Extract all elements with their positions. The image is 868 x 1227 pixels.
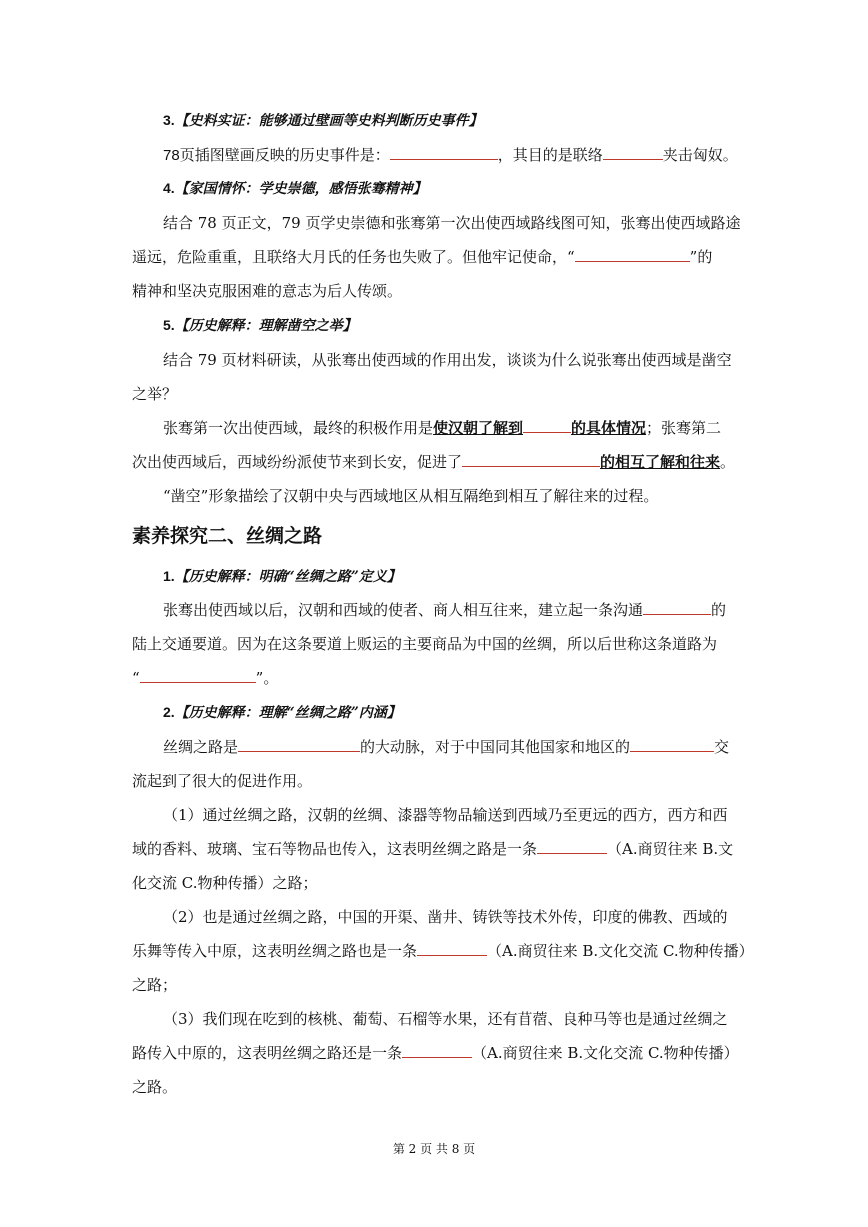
- t2-p2-line1: （2）也是通过丝绸之路，中国的开渠、凿井、铸铁等技术外传，印度的佛教、西域的: [163, 908, 728, 926]
- fill-blank[interactable]: [140, 668, 256, 683]
- s4-line1: 结合 78 页正文，79 页学史崇德和张骞第一次出使西域路线图可知，张骞出使西域路途: [163, 214, 741, 232]
- t2-p3-line3: 之路。: [132, 1078, 178, 1096]
- fill-blank[interactable]: [390, 145, 498, 160]
- s5-line2: 之举？: [132, 385, 178, 403]
- t1-line1: 张骞出使西域以后，汉朝和西域的使者、商人相互往来，建立起一条沟通 的: [163, 601, 727, 619]
- t2-p1-line3: 化交流 C.物种传播）之路；: [132, 874, 318, 892]
- t2-p1-line2: 域的香料、玻璃、宝石等物品也传入，这表明丝绸之路是一条 （A.商贸往来 B.文: [132, 840, 734, 858]
- fill-blank[interactable]: [537, 839, 607, 854]
- t2-p3-line1: （3）我们现在吃到的核桃、葡萄、石榴等水果，还有苜蓿、良种马等也是通过丝绸之: [163, 1010, 728, 1028]
- s3-line1: 78页插图壁画反映的历史事件是： ，其目的是联络 夹击匈奴。: [163, 146, 738, 164]
- heading-5: 5.【历史解释：理解凿空之举】: [163, 317, 357, 334]
- section-title: 素养探究二、丝绸之路: [132, 525, 323, 547]
- t2-p2-line3: 之路；: [132, 976, 178, 994]
- s4-line3: 精神和坚决克服困难的意志为后人传颂。: [132, 282, 403, 300]
- t2-line1: 丝绸之路是 的大动脉，对于中国同其他国家和地区的 交: [163, 738, 730, 756]
- t1-line2: 陆上交通要道。因为在这条要道上贩运的主要商品为中国的丝绸，所以后世称这条道路为: [132, 635, 718, 653]
- heading-t1: 1.【历史解释：明确“丝绸之路”定义】: [163, 568, 401, 585]
- heading-t2: 2.【历史解释：理解“丝绸之路”内涵】: [163, 704, 401, 721]
- heading-4: 4.【家国情怀：学史崇德，感悟张骞精神】: [163, 180, 427, 197]
- fill-blank[interactable]: [630, 737, 714, 752]
- fill-blank[interactable]: [523, 418, 571, 433]
- heading-3: 3.【史料实证：能够通过壁画等史料判断历史事件】: [163, 112, 483, 129]
- fill-blank[interactable]: [238, 737, 360, 752]
- fill-blank[interactable]: [575, 247, 690, 262]
- t1-line3: “ ”。: [132, 669, 279, 687]
- fill-blank[interactable]: [402, 1043, 472, 1058]
- fill-blank[interactable]: [462, 452, 600, 467]
- s5-line3: 张骞第一次出使西域，最终的积极作用是使汉朝了解到 的具体情况；张骞第二: [163, 419, 722, 437]
- s5-line5: “凿空”形象描绘了汉朝中央与西域地区从相互隔绝到相互了解往来的过程。: [163, 487, 659, 505]
- t2-p3-line2: 路传入中原的，这表明丝绸之路还是一条 （A.商贸往来 B.文化交流 C.物种传播）: [132, 1044, 739, 1062]
- s5-line1: 结合 79 页材料研读，从张骞出使西域的作用出发，谈谈为什么说张骞出使西域是凿空: [163, 351, 732, 369]
- t2-p1-line1: （1）通过丝绸之路，汉朝的丝绸、漆器等物品输送到西域乃至更远的西方，西方和西: [163, 806, 728, 824]
- s5-line4: 次出使西域后，西域纷纷派使节来到长安，促进了 的相互了解和往来。: [132, 453, 736, 471]
- fill-blank[interactable]: [417, 941, 487, 956]
- t2-line2: 流起到了很大的促进作用。: [132, 772, 313, 790]
- s4-line2: 遥远，危险重重，且联络大月氏的任务也失败了。但他牢记使命，“ ”的: [132, 248, 713, 266]
- fill-blank[interactable]: [603, 145, 663, 160]
- t2-p2-line2: 乐舞等传入中原，这表明丝绸之路也是一条 （A.商贸往来 B.文化交流 C.物种传播）: [132, 942, 754, 960]
- fill-blank[interactable]: [643, 600, 711, 615]
- page-footer: 第 2 页 共 8 页: [392, 1142, 476, 1156]
